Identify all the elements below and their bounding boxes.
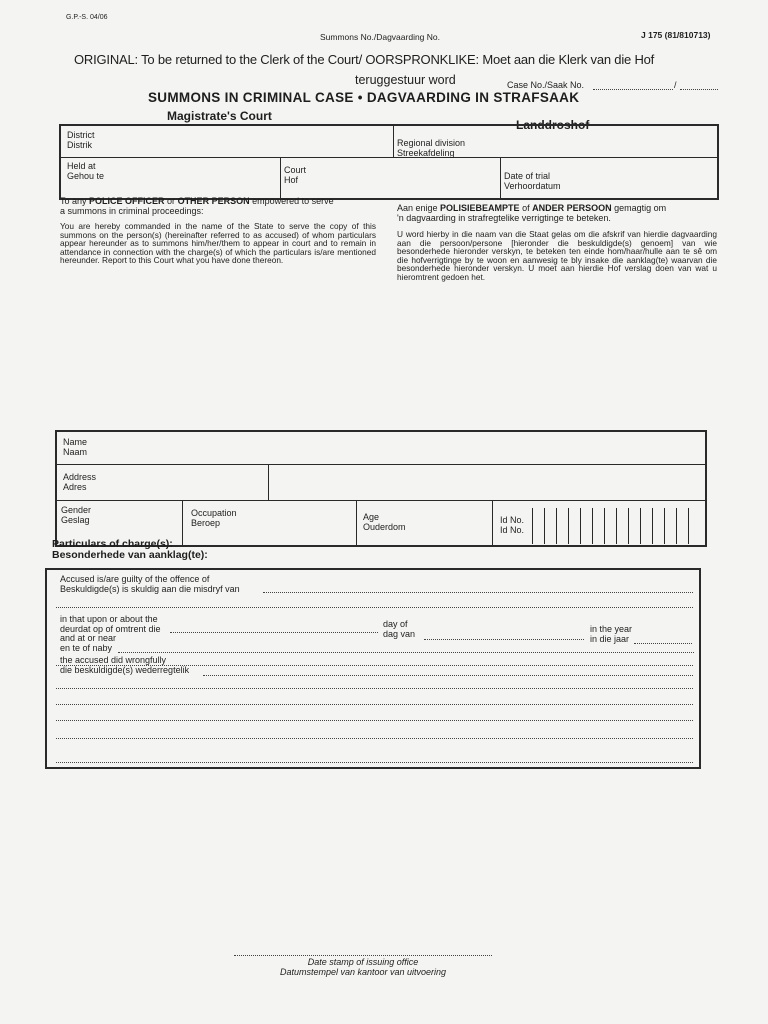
date-stamp-caption (234, 957, 492, 977)
offence-field-line-2[interactable] (56, 607, 693, 608)
id-number-cells[interactable] (532, 508, 689, 544)
form-code: G.P.-S. 04/06 (66, 14, 108, 21)
instr-af-or: of (519, 203, 533, 213)
gender-label-en: Gender (61, 505, 92, 515)
case-number-field[interactable] (593, 89, 673, 90)
day-of-label-af: dag van (383, 628, 416, 639)
charge-line-6[interactable] (56, 762, 693, 763)
charges-heading (52, 539, 208, 561)
occupation-col-divider (356, 501, 357, 546)
age-label-af: Ouderdom (363, 521, 406, 532)
address-label-af: Adres (63, 481, 87, 492)
wrongful-label-en: the accused did wrongfully (60, 655, 167, 665)
id-label-en: Id No. (500, 515, 525, 525)
court-details-table (59, 124, 719, 200)
held-label-af: Gehou te (67, 170, 105, 181)
id-label-af: Id No. (500, 524, 525, 535)
regional-division-field[interactable] (397, 139, 465, 158)
instruction-heading-en (60, 196, 380, 216)
year-field[interactable] (634, 643, 692, 644)
instruction-heading-af (397, 203, 722, 223)
gender-field[interactable] (61, 506, 91, 525)
address-label-en: Address (63, 472, 97, 482)
court-table-col-divider-2 (280, 158, 281, 199)
date-of-trial-field[interactable] (504, 172, 561, 191)
occupation-field[interactable] (191, 509, 237, 528)
court-type-af: Landdroshof (516, 118, 590, 132)
instr-en-or: or (164, 196, 178, 206)
place-label (60, 634, 116, 653)
trial-label-en: Date of trial (504, 171, 551, 181)
charge-line-2[interactable] (56, 688, 693, 689)
wrongful-label-af: die beskuldigde(s) wederregtelik (60, 664, 190, 675)
year-label-en: in the year (590, 624, 633, 634)
gender-label-af: Geslag (61, 514, 90, 525)
instr-af-line2: 'n dagvaarding in strafregtelike verrigtinge te beteken. (397, 213, 611, 223)
offence-label-en: Accused is/are guilty of the offence of (60, 574, 210, 584)
address-col-divider (268, 465, 269, 500)
place-label-af: en te of naby (60, 642, 113, 653)
district-label-af: Distrik (67, 139, 92, 150)
place-field[interactable] (118, 652, 694, 653)
id-number-label (500, 516, 524, 535)
charge-line-5[interactable] (56, 738, 693, 739)
accused-row-divider-1 (56, 464, 706, 465)
date-label-en: in that upon or about the (60, 614, 158, 624)
name-field[interactable] (63, 438, 87, 457)
region-label-af: Streekafdeling (397, 147, 455, 158)
day-field[interactable] (170, 632, 378, 633)
wrongful-act-field[interactable] (203, 675, 693, 676)
address-field[interactable] (63, 473, 96, 492)
occupation-label-af: Beroep (191, 517, 221, 528)
region-label-en: Regional division (397, 138, 466, 148)
court-table-divider (60, 157, 718, 158)
offence-label (60, 575, 240, 594)
charges-heading-af: Besonderhede van aanklag(te): (52, 549, 208, 561)
original-return-notice: ORIGINAL: To be returned to the Clerk of the Court/ OORSPRONKLIKE: Moet aan die Klerk van die Hof (74, 52, 655, 67)
offence-field[interactable] (263, 592, 693, 593)
instruction-body-en: You are hereby commanded in the name of the State to serve the copy of this summons on the person(s) (hereinafter referred to as accused) of whom particulars appear hereunder as to summons him/her/them to appear in court and to remain in attendance in connection with the charge(s) of which the particulars is/are mentioned hereunder. Report to this Court what you have done thereon. (60, 221, 376, 266)
court-label-en: Court (284, 165, 307, 175)
held-label-en: Held at (67, 161, 96, 171)
age-label-en: Age (363, 512, 380, 522)
name-label-af: Naam (63, 446, 88, 457)
occupation-label-en: Occupation (191, 508, 237, 518)
summons-number-label: Summons No./Dagvaarding No. (320, 32, 441, 42)
date-stamp-label-af: Datumstempel van kantoor van uitvoering (279, 967, 447, 977)
instruction-body-af: U word hierby in die naam van die Staat gelas om die afskrif van hierdie dagvaarding aan die persoon/persone [hieronder die beskuldigde(s) genoem] van wie besonderhede hieronder verskyn, te beteken ten einde hom/haar/hulle aan te sê om die hofverrigtinge by te woon en aanwesig te bly insake die aanklag(te) waarvan die besonderhede hieronder verskyn. U moet aan hierdie Hof verslag doen van wat u hieromtrent gedoen het. (397, 229, 717, 282)
age-col-divider (492, 501, 493, 546)
date-stamp-label-en: Date stamp of issuing office (307, 957, 419, 967)
instr-en-police: POLICE OFFICER (89, 196, 165, 206)
instr-en-other: OTHER PERSON (177, 196, 250, 206)
district-label-en: District (67, 130, 95, 140)
accused-row-divider-2 (56, 500, 706, 501)
held-at-field[interactable] (67, 162, 104, 181)
charge-line-3[interactable] (56, 704, 693, 705)
case-year-field[interactable] (680, 89, 718, 90)
form-reference: J 175 (81/810713) (641, 30, 711, 40)
day-of-label-en: day of (383, 619, 408, 629)
charge-line-1[interactable] (56, 665, 693, 666)
district-field[interactable] (67, 131, 95, 150)
form-title: SUMMONS IN CRIMINAL CASE • DAGVAARDING IN STRAFSAAK (148, 90, 580, 105)
day-of-label (383, 620, 415, 639)
date-label-af: deurdat op of omtrent die (60, 623, 161, 634)
instr-af-police: POLISIEBEAMPTE (440, 203, 520, 213)
case-number-label: Case No./Saak No. (507, 80, 585, 90)
case-number-separator: / (674, 80, 677, 90)
instr-af-pre: Aan enige (397, 203, 441, 213)
year-label-af: in die jaar (590, 633, 630, 644)
date-stamp-field[interactable] (234, 955, 492, 956)
date-label (60, 615, 161, 634)
instr-en-post: empowered to serve (249, 196, 334, 206)
court-table-col-divider (393, 126, 394, 157)
age-field[interactable] (363, 513, 406, 532)
instr-af-other: ANDER PERSOON (532, 203, 612, 213)
court-table-col-divider-3 (500, 158, 501, 199)
instr-af-post: gemagtig om (611, 203, 667, 213)
court-label-af: Hof (284, 174, 299, 185)
instr-en-line2: a summons in criminal proceedings: (60, 206, 204, 216)
year-label (590, 625, 632, 644)
place-label-en: and at or near (60, 633, 117, 643)
charges-heading-en: Particulars of charge(s): (52, 538, 173, 550)
original-return-notice-af: teruggestuur word (355, 73, 456, 87)
month-field[interactable] (424, 639, 584, 640)
offence-label-af: Beskuldigde(s) is skuldig aan die misdryf van (60, 583, 240, 594)
trial-label-af: Verhoordatum (504, 180, 561, 191)
charge-line-4[interactable] (56, 720, 693, 721)
court-type-en: Magistrate's Court (167, 109, 272, 123)
instr-en-pre: To any (60, 196, 90, 206)
name-label-en: Name (63, 437, 88, 447)
court-field[interactable] (284, 166, 306, 185)
